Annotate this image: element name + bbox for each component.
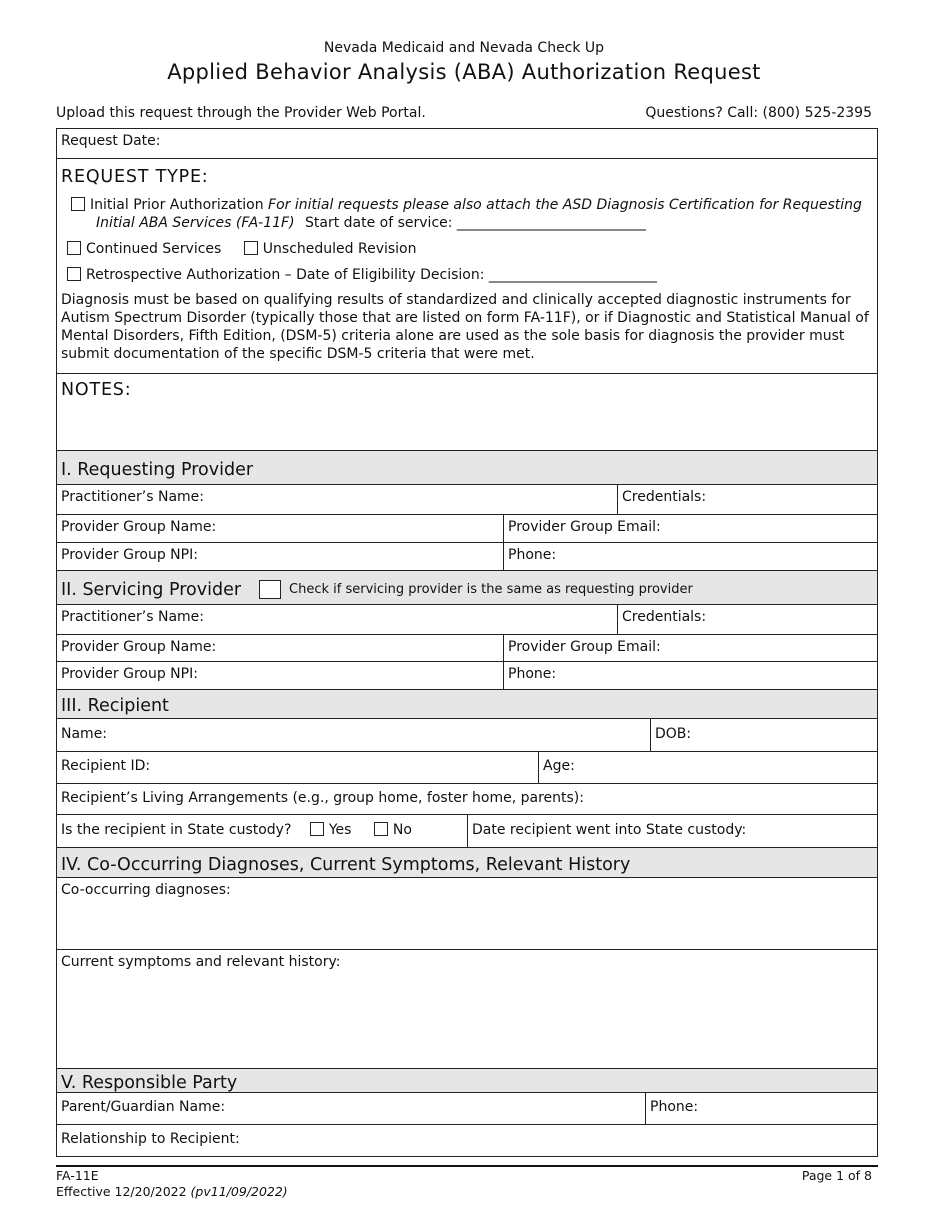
initial-prior-auth-checkbox[interactable] <box>71 197 85 211</box>
recipient-row-4 <box>57 815 877 848</box>
authorization-form <box>56 128 878 1157</box>
servicing-provider-title: II. Servicing Provider <box>61 579 242 600</box>
initial-note: For initial requests please also attach the ASD Diagnosis Certification for Requesting <box>268 197 862 213</box>
servicing-phone-field[interactable]: Phone: <box>508 666 557 682</box>
state-custody-question <box>57 815 468 847</box>
requesting-provider-header: I. Requesting Provider <box>57 451 877 485</box>
retrospective-checkbox[interactable] <box>67 267 81 281</box>
recipient-row-1 <box>57 719 877 752</box>
symptoms-row <box>57 950 877 1069</box>
initial-note-line2 <box>96 215 873 231</box>
requesting-phone-field[interactable]: Phone: <box>508 547 557 563</box>
start-date-field[interactable]: Start date of service: ___________________________ <box>305 215 646 231</box>
requesting-practitioner-field[interactable]: Practitioner’s Name: <box>57 485 618 514</box>
requesting-credentials-field[interactable]: Credentials: <box>622 489 707 505</box>
recipient-age-field[interactable]: Age: <box>543 758 575 774</box>
form-title: Applied Behavior Analysis (ABA) Authorization Request <box>167 60 761 84</box>
servicing-group-email-field[interactable]: Provider Group Email: <box>508 639 661 655</box>
notes-row <box>57 374 877 451</box>
continued-unscheduled-row <box>67 241 873 257</box>
version: (pv11/09/2022) <box>190 1184 288 1199</box>
requesting-row-3 <box>57 543 877 571</box>
relationship-field[interactable]: Relationship to Recipient: <box>61 1131 240 1147</box>
responsible-row-1 <box>57 1093 877 1125</box>
current-symptoms-field[interactable]: Current symptoms and relevant history: <box>61 954 341 970</box>
request-date-field[interactable]: Request Date: <box>61 133 161 149</box>
retrospective-row <box>67 267 873 283</box>
retrospective-label: Retrospective Authorization – Date of Eligibility Decision: ________________________ <box>86 267 657 283</box>
continued-services-label: Continued Services <box>86 241 222 257</box>
servicing-row-2 <box>57 635 877 662</box>
requesting-group-name-field[interactable]: Provider Group Name: <box>57 515 504 542</box>
agency-subtitle: Nevada Medicaid and Nevada Check Up <box>323 40 605 56</box>
servicing-group-name-field[interactable]: Provider Group Name: <box>57 635 504 661</box>
servicing-practitioner-field[interactable]: Practitioner’s Name: <box>57 605 618 634</box>
initial-prior-auth-label: Initial Prior Authorization <box>90 197 264 213</box>
diagnosis-paragraph: Diagnosis must be based on qualifying results of standardized and clinically accepted diagnostic instruments for Autism Spectrum Disorder (typically those that are listed on form FA-11F), or if Diagnostic and Statistical Manual of Mental Disorders, Fifth Edition, (DSM-5) criteria alone are used as the sole basis for diagnosis the provider must submit documentation of the specific DSM-5 criteria that were met. <box>61 292 869 362</box>
servicing-row-3 <box>57 662 877 690</box>
custody-date-field[interactable]: Date recipient went into State custody: <box>472 822 747 838</box>
living-arrangements-field[interactable]: Recipient’s Living Arrangements (e.g., group home, foster home, parents): <box>61 790 584 806</box>
cooccurring-row <box>57 878 877 950</box>
footer-divider <box>56 1165 878 1167</box>
recipient-row-2 <box>57 752 877 784</box>
unscheduled-revision-label: Unscheduled Revision <box>262 241 417 257</box>
initial-note-form: Initial ABA Services (FA-11F) <box>96 215 295 231</box>
servicing-row-1 <box>57 605 877 635</box>
request-type-title: REQUEST TYPE: <box>61 167 209 187</box>
effective-line <box>56 1184 288 1200</box>
guardian-name-field[interactable]: Parent/Guardian Name: <box>57 1093 646 1124</box>
custody-yes-checkbox[interactable] <box>310 822 324 836</box>
same-provider-checkbox[interactable] <box>259 580 281 599</box>
servicing-credentials-field[interactable]: Credentials: <box>622 609 707 625</box>
recipient-id-field[interactable]: Recipient ID: <box>57 752 539 783</box>
responsible-party-header: V. Responsible Party <box>57 1069 877 1093</box>
state-custody-label: Is the recipient in State custody? <box>61 822 292 838</box>
questions-contact: Questions? Call: (800) 525-2395 <box>645 105 872 121</box>
upload-note: Upload this request through the Provider Web Portal. <box>56 105 426 121</box>
requesting-group-npi-field[interactable]: Provider Group NPI: <box>57 543 504 570</box>
form-id: FA-11E <box>56 1168 99 1183</box>
responsible-row-2 <box>57 1125 877 1156</box>
recipient-row-3 <box>57 784 877 815</box>
requesting-group-email-field[interactable]: Provider Group Email: <box>508 519 661 535</box>
initial-prior-auth-option <box>71 197 873 213</box>
guardian-phone-field[interactable]: Phone: <box>650 1099 699 1115</box>
notes-field[interactable]: NOTES: <box>61 380 132 400</box>
requesting-row-2 <box>57 515 877 543</box>
unscheduled-revision-checkbox[interactable] <box>244 241 258 255</box>
requesting-row-1 <box>57 485 877 515</box>
cooccurring-header: IV. Co-Occurring Diagnoses, Current Symptoms, Relevant History <box>57 848 877 878</box>
page-number: Page 1 of 8 <box>801 1168 872 1183</box>
servicing-group-npi-field[interactable]: Provider Group NPI: <box>57 662 504 689</box>
recipient-dob-field[interactable]: DOB: <box>655 726 692 742</box>
same-provider-label: Check if servicing provider is the same as requesting provider <box>289 582 693 597</box>
request-type-section <box>57 159 877 374</box>
continued-services-checkbox[interactable] <box>67 241 81 255</box>
custody-no-checkbox[interactable] <box>374 822 388 836</box>
custody-no-label: No <box>392 822 412 838</box>
recipient-name-field[interactable]: Name: <box>57 719 651 751</box>
custody-yes-label: Yes <box>328 822 352 838</box>
cooccurring-diagnoses-field[interactable]: Co-occurring diagnoses: <box>61 882 231 898</box>
footer-left <box>56 1168 288 1200</box>
effective-date: Effective 12/20/2022 <box>56 1184 187 1199</box>
request-date-row <box>57 129 877 159</box>
servicing-provider-header <box>57 571 877 605</box>
recipient-header: III. Recipient <box>57 690 877 719</box>
